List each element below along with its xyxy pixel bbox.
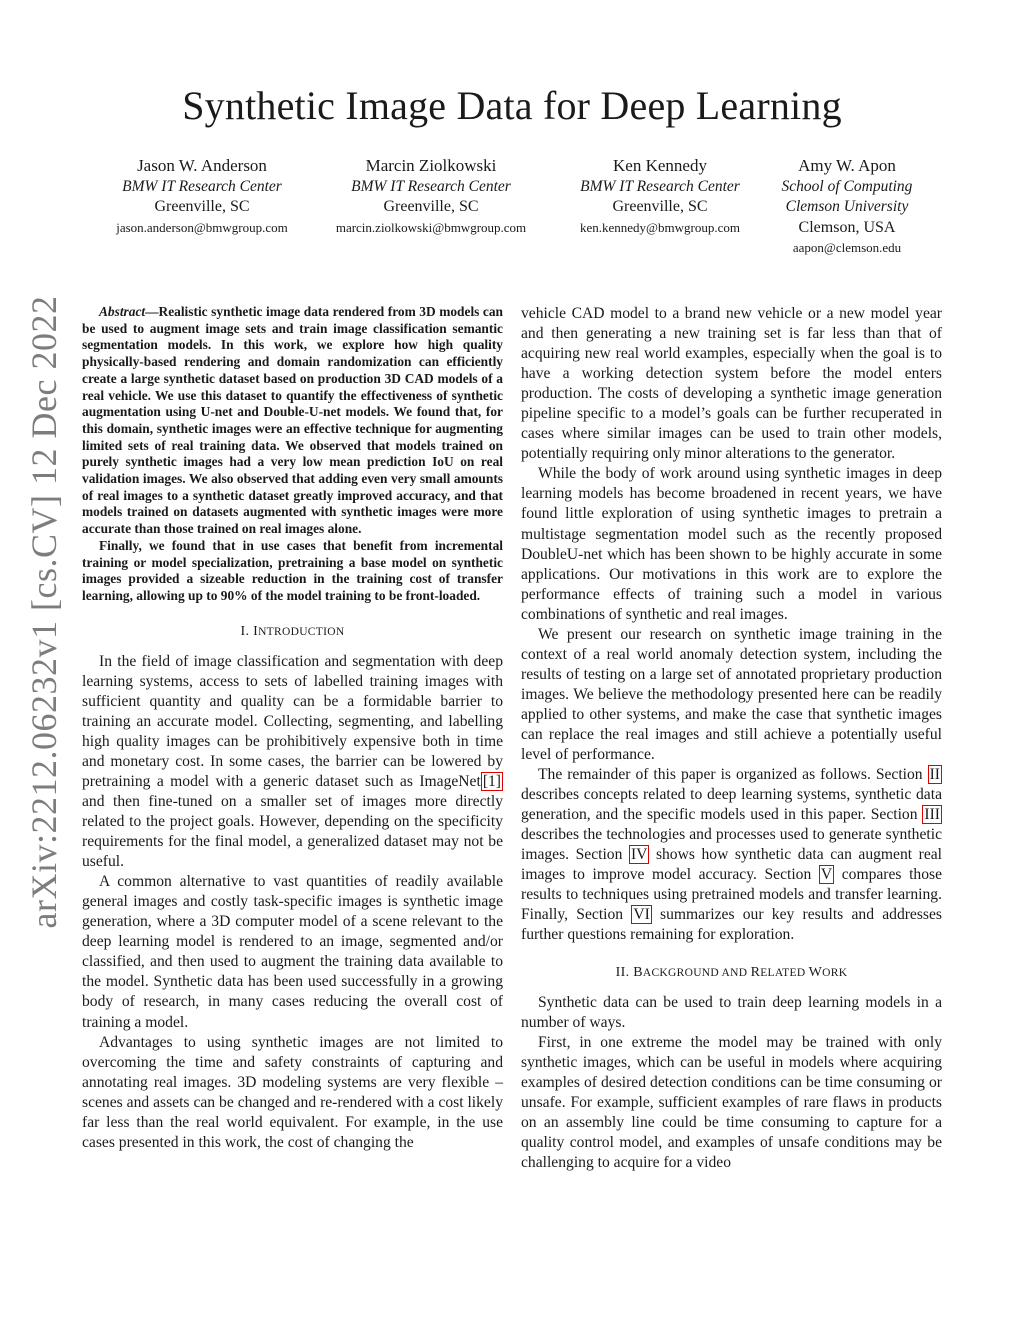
author-name: Amy W. Apon	[798, 156, 896, 175]
intro-text: compares those results to techniques using pretrained models and transfer learning. Finally, Section	[521, 866, 942, 924]
section-link-iii[interactable]: III	[924, 806, 940, 824]
author-affiliation: BMW IT Research Center	[122, 177, 282, 195]
intro-paragraph-4: While the body of work around using synthetic images in deep learning models has become broadened in recent years, we have found little exploration of using synthetic images to pretrain a multistage segmentation model such as the recently proposed DoubleU-net which has been shown to be highly accurate in some applications. Our motivations in this work are to explore the performance effects of training such a model in various combinations of synthetic and real images.	[521, 465, 942, 623]
author-email: ken.kennedy@bmwgroup.com	[580, 219, 740, 235]
author-affiliation-2: Clemson University	[785, 198, 909, 215]
author-location: Clemson, USA	[798, 218, 896, 236]
author-email: marcin.ziolkowski@bmwgroup.com	[335, 219, 527, 235]
introduction-body-continued	[521, 304, 942, 946]
paper-title: Synthetic Image Data for Deep Learning	[182, 83, 842, 128]
intro-paragraph-2: A common alternative to vast quantities of readily available general images and costly task-specific images is synthetic image generation, where a 3D computer model of a scene relevant to the deep learning model is rendered to an image, segmented and/or classified, and then used to augment the training data available to the model. Synthetic data has been used successfully in a growing body of research, in many cases reducing the overall cost of training a model.	[82, 873, 503, 1031]
author-location: Greenville, SC	[383, 198, 479, 215]
section-link-vi[interactable]: VI	[633, 906, 650, 924]
section-number: I.	[240, 623, 254, 639]
introduction-body	[82, 652, 503, 1153]
section-link-iv[interactable]: IV	[630, 846, 648, 864]
background-paragraph-1: Synthetic data can be used to train deep learning models in a number of ways.	[521, 993, 942, 1031]
citation-link[interactable]: [1]	[482, 772, 501, 790]
section-link-v[interactable]: V	[820, 866, 833, 884]
abstract-paragraph-1	[82, 304, 503, 538]
intro-text: and then fine-tuned on a smaller set of images more directly related to the project goals. However, depending on the specificity requirements for the final model, a generalized dataset may not be useful.	[82, 792, 503, 871]
intro-text: The remainder of this paper is organized as follows. Section	[538, 766, 928, 784]
section-heading-introduction	[82, 624, 503, 640]
section-heading-background	[521, 965, 942, 981]
section-title-rest: ACKGROUND AND	[642, 966, 751, 979]
section-title-initial: W	[808, 964, 823, 980]
intro-text: In the field of image classification and segmentation with deep learning systems, access to sets of labelled training images with sufficient quantity and quality can be a formidable barrier to training an accurate model. Collecting, segmenting, and labelling high quality images can be prohibitively expensive both in time and monetary cost. In some cases, the barrier can be lowered by pretraining a model with a generic dataset such as ImageNet	[82, 652, 503, 790]
intro-text: describes concepts related to deep learning systems, synthetic data generation, and the specific models used in this paper. Section	[521, 786, 942, 824]
section-title-rest: ELATED	[760, 966, 809, 979]
section-title-rest: ORK	[822, 966, 848, 979]
intro-text: describes the technologies and processes used to generate synthetic images. Section	[521, 826, 942, 864]
author-block-3	[560, 156, 760, 238]
author-block-4	[764, 156, 930, 259]
section-title-initial: R	[750, 964, 761, 980]
section-title-rest: NTRODUCTION	[258, 625, 345, 638]
author-affiliation: BMW IT Research Center	[351, 177, 511, 195]
intro-paragraph-3: Advantages to using synthetic images are not limited to overcoming the time and safety constraints of capturing and annotating real images. 3D modeling systems are very flexible – scenes and assets can be changed and re-rendered with a cost likely far less than the real world equivalent. For example, in the use cases presented in this work, the cost of changing the	[82, 1033, 503, 1151]
section-title-initial: B	[633, 964, 643, 980]
intro-text: summarizes our key results and addresses further questions remaining for exploration.	[521, 906, 942, 944]
intro-paragraph-1	[82, 652, 503, 873]
left-column	[82, 304, 503, 1153]
arxiv-identifier: arXiv:2212.06232v1 [cs.CV] 12 Dec 2022	[24, 295, 64, 929]
author-name: Jason W. Anderson	[137, 156, 267, 175]
background-body	[521, 993, 942, 1173]
author-affiliation: School of Computing	[781, 177, 913, 195]
author-name: Marcin Ziolkowski	[365, 156, 497, 175]
abstract-text-1: Realistic synthetic image data rendered from 3D models can be used to augment image sets and train image classification semantic segmentation models. In this work, we explore how high quality physically-based rendering and domain randomization can efficiently create a large synthetic dataset based on production 3D CAD models of a real vehicle. We use this dataset to quantify the effectiveness of synthetic augmentation using U-net and Double-U-net models. We found that, for this domain, synthetic images were an effective technique for augmenting limited sets of real training data. We observed that models trained on purely synthetic images had a very low mean prediction IoU on real validation images. We also observed that adding even very small amounts of real images to a synthetic dataset greatly improved accuracy, and that models trained on datasets augmented with synthetic images were more accurate than those trained on real images alone.	[82, 304, 503, 537]
author-email: jason.anderson@bmwgroup.com	[116, 219, 288, 235]
intro-paragraph-5: We present our research on synthetic image training in the context of a real world anomaly detection system, including the results of testing on a large set of annotated proprietary production images. We believe the methodology presented here can be readily applied to other systems, and make the case that synthetic images can replace the real images and still achieve a potentially useful level of performance.	[521, 625, 942, 764]
intro-paragraph-3-continued: vehicle CAD model to a brand new vehicle or a new model year and then generating a new training set is far less than that of acquiring new real world examples, especially when the goal is to have a working detection system before the model enters production. The costs of developing a synthetic image generation pipeline specific to a model’s goals can be further recuperated in cases where similar images can be used to train other models, potentially requiring only minor alterations to the generator.	[521, 305, 942, 463]
abstract	[82, 304, 503, 605]
intro-paragraph-6	[521, 765, 942, 945]
author-location: Greenville, SC	[612, 198, 708, 215]
background-paragraph-2: First, in one extreme the model may be trained with only synthetic images, which can be useful in models where acquiring examples of desired detection conditions can be time consuming or unsafe. For example, sufficient examples of rare flaws in products on an assembly line could be time consuming to capture for a quality control model, and examples of unsafe conditions may be challenging to acquire for a video	[521, 1033, 942, 1171]
section-link-ii[interactable]: II	[929, 766, 940, 784]
author-email: aapon@clemson.edu	[792, 240, 902, 255]
section-title-initial: I	[253, 623, 259, 639]
abstract-dash: —	[145, 304, 159, 319]
intro-text: shows how synthetic data can augment real images to improve model accuracy. Section	[521, 846, 943, 884]
author-block-2	[318, 156, 544, 238]
abstract-paragraph-2: Finally, we found that in use cases that benefit from incremental training or model specialization, pretraining a base model on synthetic images provided a sizeable reduction in the training cost of transfer learning, allowing up to 90% of the model training to be front-loaded.	[82, 537, 503, 603]
author-location: Greenville, SC	[154, 198, 250, 215]
abstract-label: Abstract	[99, 304, 146, 319]
author-block-1	[102, 156, 302, 238]
section-number: II.	[615, 964, 634, 980]
author-name: Ken Kennedy	[613, 156, 707, 175]
right-column	[521, 304, 942, 1173]
author-affiliation: BMW IT Research Center	[580, 177, 740, 195]
